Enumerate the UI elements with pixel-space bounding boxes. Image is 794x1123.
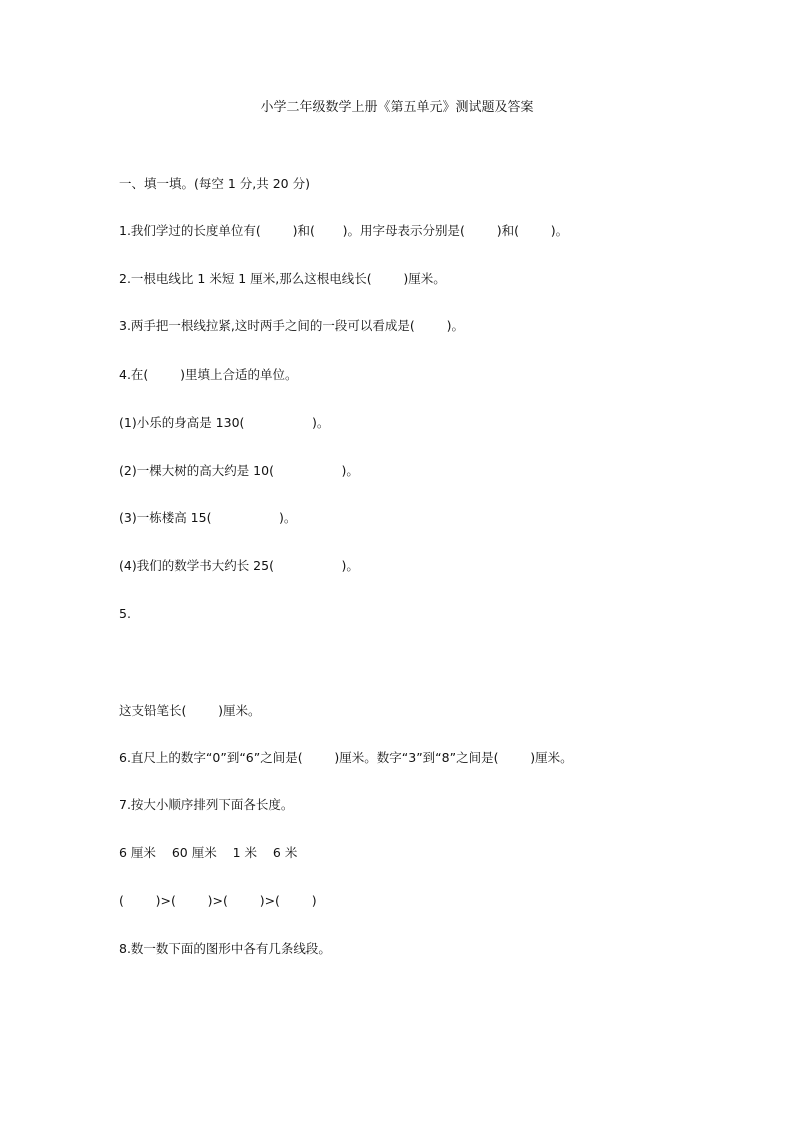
question-3: 3.两手把一根线拉紧,这时两手之间的一段可以看成是( )。	[119, 318, 464, 333]
question-4-2: (2)一棵大树的高大约是 10( )。	[119, 463, 359, 478]
question-4-1: (1)小乐的身高是 130( )。	[119, 415, 330, 430]
question-7-items: 6 厘米 60 厘米 1 米 6 米	[119, 845, 298, 860]
question-5-text: 这支铅笔长( )厘米。	[119, 703, 261, 718]
question-7-blanks: ( )>( )>( )>( )	[119, 893, 317, 908]
question-4: 4.在( )里填上合适的单位。	[119, 367, 298, 382]
question-7: 7.按大小顺序排列下面各长度。	[119, 797, 294, 812]
question-5: 5.	[119, 606, 131, 621]
question-4-3: (3)一栋楼高 15( )。	[119, 510, 297, 525]
question-4-4: (4)我们的数学书大约长 25( )。	[119, 558, 359, 573]
section-heading: 一、填一填。(每空 1 分,共 20 分)	[119, 176, 310, 191]
question-6: 6.直尺上的数字“0”到“6”之间是( )厘米。数字“3”到“8”之间是( )厘米。	[119, 750, 573, 765]
question-8: 8.数一数下面的图形中各有几条线段。	[119, 941, 331, 956]
question-2: 2.一根电线比 1 米短 1 厘米,那么这根电线长( )厘米。	[119, 271, 446, 286]
document-title: 小学二年级数学上册《第五单元》测试题及答案	[260, 100, 534, 115]
question-1: 1.我们学过的长度单位有( )和( )。用字母表示分别是( )和( )。	[119, 223, 569, 238]
